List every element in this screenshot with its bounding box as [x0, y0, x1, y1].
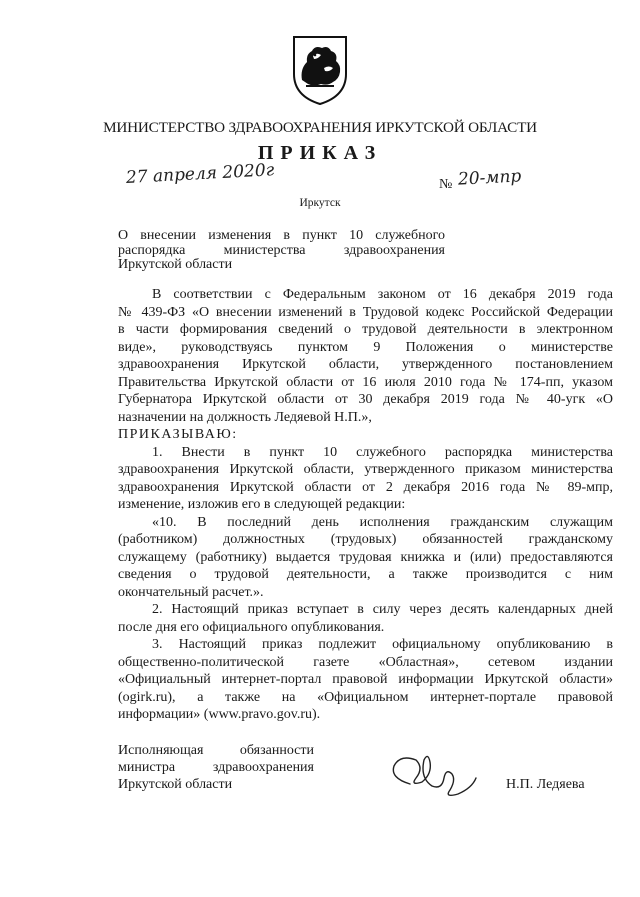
- body-line: «10. В последний день исполнения гражданским служащим: [152, 514, 613, 530]
- handwritten-signature: [380, 744, 490, 804]
- position-line: Исполняющая обязанности: [118, 743, 314, 758]
- handwritten-number: 20-мпр: [457, 166, 522, 190]
- body-line: 3. Настоящий приказ подлежит официальному опубликованию в: [152, 637, 613, 652]
- body-line: окончательный расчет.».: [118, 584, 264, 600]
- body-line: в части формирования сведений о трудовой деятельности в электронном: [118, 322, 613, 337]
- body-line: изменение, изложив его в следующей редакции:: [118, 497, 406, 512]
- signatory-position: [118, 742, 314, 793]
- body-line: здравоохранения Иркутской области, утвержденного постановлением: [118, 357, 613, 372]
- body-line: «Официальный интернет-портал правовой информации Иркутской области»: [118, 672, 613, 687]
- city-name: Иркутск: [299, 197, 341, 209]
- body-line: виде», руководствуясь пунктом 9 Положения о министерстве: [118, 339, 613, 355]
- body-line: Правительства Иркутской области от 16 июля 2010 года № 174-пп, указом: [118, 374, 613, 390]
- subject-line: распорядка министерства здравоохранения: [118, 243, 445, 258]
- body-line: здравоохранения Иркутской области, утвержденного приказом министерства: [118, 462, 613, 477]
- body-line: информации» (www.pravo.gov.ru).: [118, 707, 321, 722]
- subject-line: О внесении изменения в пункт 10 служебного: [118, 229, 445, 243]
- body-line: после дня его официального опубликования.: [118, 619, 385, 635]
- coat-of-arms-icon: [291, 34, 349, 106]
- body-line: служащему (работнику) выдается трудовая книжка и (или) предоставляются: [118, 549, 613, 565]
- body-line: 1. Внести в пункт 10 служебного распорядка министерства: [152, 444, 613, 460]
- order-body: [118, 286, 613, 724]
- subject-line: Иркутской области: [118, 258, 233, 272]
- body-line: общественно-политической газете «Областная», сетевом издании: [118, 654, 613, 670]
- body-line: 2. Настоящий приказ вступает в силу через десять календарных дней: [152, 602, 613, 617]
- body-line: назначении на должность Ледяевой Н.П.»,: [118, 409, 372, 425]
- body-line: (ogirk.ru), а также на «Официальном интернет-портале правовой: [118, 689, 613, 705]
- subject-block: [118, 229, 445, 273]
- number-label: №: [439, 177, 453, 192]
- body-line: (работником) должностных (трудовых) обязанностей гражданскому: [118, 532, 613, 547]
- position-line: Иркутской области: [118, 777, 233, 792]
- signer-name: Н.П. Ледяева: [506, 777, 585, 792]
- body-line: В соответствии с Федеральным законом от 16 декабря 2019 года: [152, 287, 613, 302]
- document-type-title: ПРИКАЗ: [257, 142, 383, 164]
- body-line: Губернатора Иркутской области от 30 декабря 2019 года № 40-угк «О: [118, 392, 613, 407]
- decree-word: ПРИКАЗЫВАЮ:: [118, 427, 238, 442]
- position-line: министра здравоохранения: [118, 760, 314, 775]
- body-line: № 439-ФЗ «О внесении изменений в Трудовой кодекс Российской Федерации: [118, 304, 613, 320]
- body-line: сведения о трудовой деятельности, а также производится с ним: [118, 567, 613, 582]
- ministry-name: МИНИСТЕРСТВО ЗДРАВООХРАНЕНИЯ ИРКУТСКОЙ ОБЛАСТИ: [103, 119, 537, 136]
- body-line: здравоохранения Иркутской области от 2 декабря 2016 года № 89-мпр,: [118, 479, 613, 495]
- handwritten-date: 27 апреля 2020г: [125, 160, 275, 188]
